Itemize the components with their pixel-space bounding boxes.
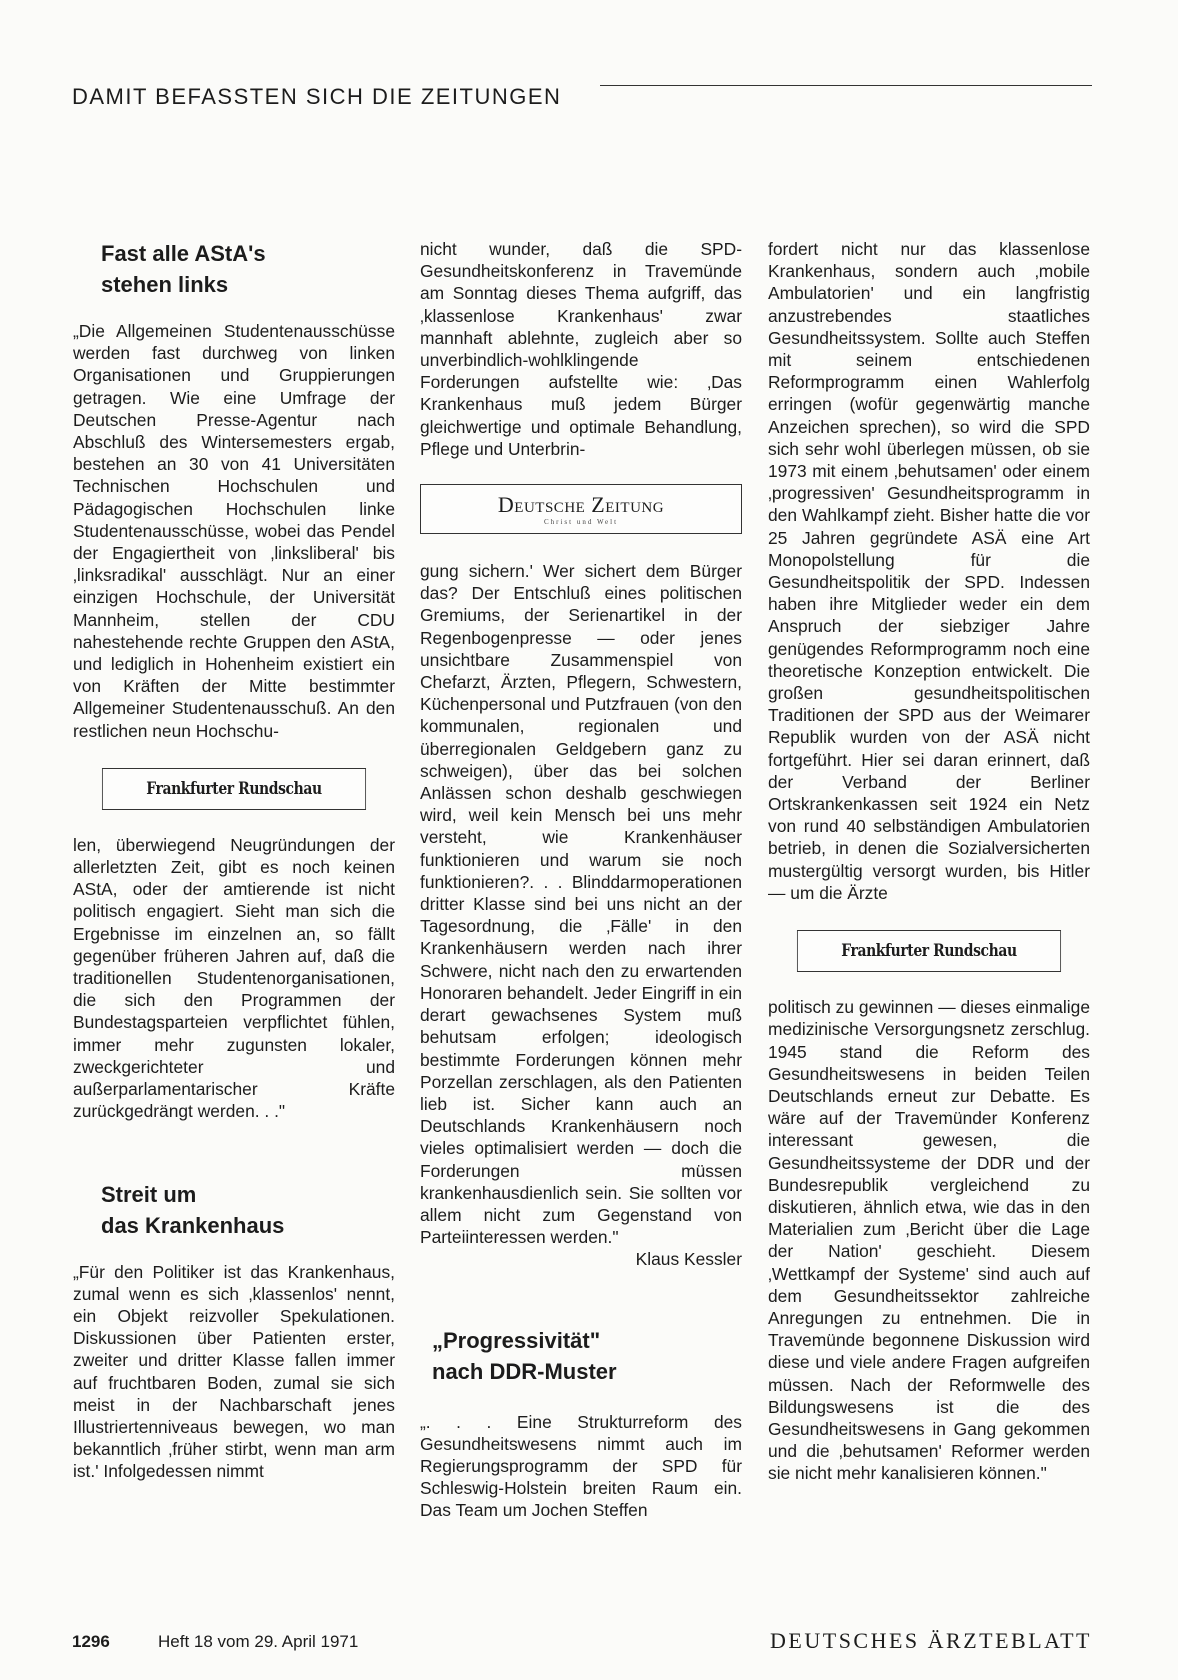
article-paragraph: fordert nicht nur das klassenlose Krankenhaus, sondern auch ‚mobile Ambulatorien' und ein langfristig anzustrebendes staatliches Gesundheitssystem. Sollte auch Steffen mit seinem entschiedenen Reformprogramm einen Wahlerfolg erringen (wofür gegenwärtig manche Anzeichen sprechen), so wird die SPD sich sehr wohl überlegen müssen, ob sie 1973 mit einem ‚behutsamen' oder einem ‚progressiven' Gesundheitsprogramm in den Wahlkampf zieht. Bisher hatte die vor 25 Jahren gegründete ASÄ eine Art Monopolstellung für die Gesundheitspolitik der SPD. Indessen haben ihre Mitglieder weder ein dem Anspruch der siebziger Jahre genügendes Reformprogramm noch eine theoretische Konzeption entwickelt. Die großen gesundheitspolitischen Traditionen der SPD aus der Weimarer Republik wurden von der ASÄ nicht fortgeführt. Hier sei daran erinnert, daß der Verband der Berliner Ortskrankenkassen seit 1924 ein Netz von rund 40 selbständigen Ambulatorien betrieb, in denen die Sozialversicherten mustergültig versorgt wurden, bis Hitler — um die Ärzte <box>768 239 1090 903</box>
heading-line: Streit um <box>101 1181 197 1207</box>
column-1 <box>73 238 395 1483</box>
article-paragraph: gung sichern.' Wer sichert dem Bürger das? Der Entschluß eines politischen Gremiums, der Serienartikel in der Regenbogenpresse — oder jenes unsichtbare Zusammenspiel von Chefarzt, Ärzten, Pflegern, Schwestern, Küchenpersonal und Putzfrauen (von den kommunalen, regionalen und überregionalen Geldgebern ganz zu schweigen), über das bei solchen Anlässen schon deshalb geschwiegen wird, weil kein Mensch bei uns mehr versteht, wie Krankenhäuser funktionieren und warum sie noch funktionieren?. . . Blinddarmoperationen dritter Klasse sind bei uns nicht an der Tagesordnung, die ‚Fälle' in den Krankenhäusern werden nach ihrer Schwere, nicht nach den zu erwartenden Honoraren behandelt. Jeder Eingriff in ein derart gewachsenes System muß behutsam erfolgen; ideologisch bestimmte Forderungen können mehr Porzellan zerschlagen, als den Patienten lieb ist. Sicher kann auch an Deutschlands Krankenhäusern noch vieles optimalisiert werden — doch die Forderungen müssen krankenhausdienlich sein. Sie sollten vor allem nicht zum Gegenstand von Parteiinteressen werden." <box>420 561 742 1248</box>
author-name: Klaus Kessler <box>635 1249 742 1270</box>
heading-line: Fast alle AStA's <box>101 241 266 266</box>
article-paragraph: len, überwiegend Neugründungen der allerletzten Zeit, gibt es noch keinen AStA, oder der amtierende ist nicht politisch engagiert. Sieht man sich die Ergebnisse im einzelnen an, so fällt gegenüber früheren Jahren auf, daß die traditionellen Studentenorganisationen, die sich den Programmen der Bundestagsparteien verpflichtet fühlen, immer mehr zugunsten lokaler, zweckgerichteter und außerparlamentarischer Kräfte zurückgedrängt werden. . ." <box>73 834 395 1122</box>
source-logo-text: Frankfurter Rundschau <box>146 778 322 799</box>
heading-line: nach DDR-Muster <box>432 1358 617 1384</box>
article-heading <box>432 1325 742 1387</box>
heading-line: stehen links <box>101 272 229 297</box>
source-logo-text: Frankfurter Rundschau <box>841 940 1017 961</box>
heading-line: „Progressivität" <box>432 1327 601 1353</box>
section-title: DAMIT BEFASSTEN SICH DIE ZEITUNGEN <box>72 84 562 109</box>
author-line <box>420 1248 742 1270</box>
page-number: 1296 <box>72 1632 110 1651</box>
article-paragraph: „. . . Eine Strukturreform des Gesundheitswesens nimmt auch im Regierungsprogramm der SPD für Schleswig-Holstein breiten Raum ein. Das Team um Jochen Steffen <box>420 1411 742 1521</box>
heading-line: das Krankenhaus <box>101 1212 285 1238</box>
issue-info: Heft 18 vom 29. April 1971 <box>158 1632 359 1651</box>
page-footer <box>72 1628 1092 1662</box>
article-heading <box>101 238 395 300</box>
source-logo-frankfurter-rundschau <box>797 930 1061 972</box>
article-paragraph: nicht wunder, daß die SPD-Gesundheitskonferenz in Travemünde am Sonntag dieses Thema aufgriff, das ‚klassenlose Krankenhaus' zwar mannhaft ablehnte, zugleich aber so unverbindlich-wohlklingende Forderungen aufstellte wie: ‚Das Krankenhaus muß jedem Bürger gleichwertige und optimale Behandlung, Pflege und Unterbrin- <box>420 239 742 459</box>
source-logo-text: Deutsche Zeitung <box>497 491 665 517</box>
journal-name: DEUTSCHES ÄRZTEBLATT <box>770 1628 1092 1653</box>
article-paragraph: „Für den Politiker ist das Krankenhaus, zumal wenn es sich ‚klassenlos' nennt, ein Objekt reizvoller Spekulationen. Diskussionen über Patienten erster, zweiter und dritter Klasse fallen immer auf fruchtbaren Boden, zumal sie sich meist in der Nachbarschaft jenes Illustriertenniveaus bewegen, wo man bekanntlich ‚früher stirbt, wenn man arm ist.' Infolgedessen nimmt <box>73 1261 395 1482</box>
header-rule <box>600 85 1092 86</box>
article-heading <box>101 1179 395 1241</box>
source-logo-subtext: Christ und Welt <box>543 517 619 526</box>
column-2 <box>420 238 742 1522</box>
page-header <box>72 80 1092 120</box>
source-logo-deutsche-zeitung <box>420 484 742 534</box>
column-3 <box>768 238 1090 1485</box>
article-paragraph: „Die Allgemeinen Studentenausschüsse werden fast durchweg von linken Organisationen und Gruppierungen getragen. Wie eine Umfrage der Deutschen Presse-Agentur nach Abschluß des Wintersemesters ergab, bestehen an 30 von 41 Universitäten Technischen Hochschulen und Pädagogischen Hochschulen linke Studentenausschüsse, wobei das Pendel der Engagiertheit von ‚linksliberal' bis ‚linksradikal' ausschlägt. Nur an einer einzigen Hochschule, der Universität Mannheim, stellen der CDU nahestehende rechte Gruppen den AStA, und lediglich in Hohenheim existiert ein von Kräften der Mitte bestimmter Allgemeiner Studentenausschuß. An den restlichen neun Hochschu- <box>73 321 395 741</box>
source-logo-frankfurter-rundschau <box>102 768 366 810</box>
article-paragraph: politisch zu gewinnen — dieses einmalige medizinische Versorgungsnetz zerschlug. 1945 stand die Reform des Gesundheitswesens in beiden Teilen Deutschlands erneut zur Debatte. Es wäre auf der Travemünder Konferenz interessant gewesen, die Gesundheitssysteme der DDR und der Bundesrepublik vergleichend zu diskutieren, ähnlich etwa, wie das in den Materialien zum ‚Bericht über die Lage der Nation' geschieht. Diesem ‚Wettkampf der Systeme' sind auch auf dem Gesundheitssektor zahlreiche Anregungen zu entnehmen. Die in Travemünde begonnene Diskussion wird diese und viele andere Fragen aufgreifen müssen. Nach der Reformwelle des Bildungswesens ist die des Gesundheitswesens in Gang gekommen und die ‚behutsamen' Reformer werden sie nicht mehr kanalisieren können." <box>768 997 1090 1484</box>
